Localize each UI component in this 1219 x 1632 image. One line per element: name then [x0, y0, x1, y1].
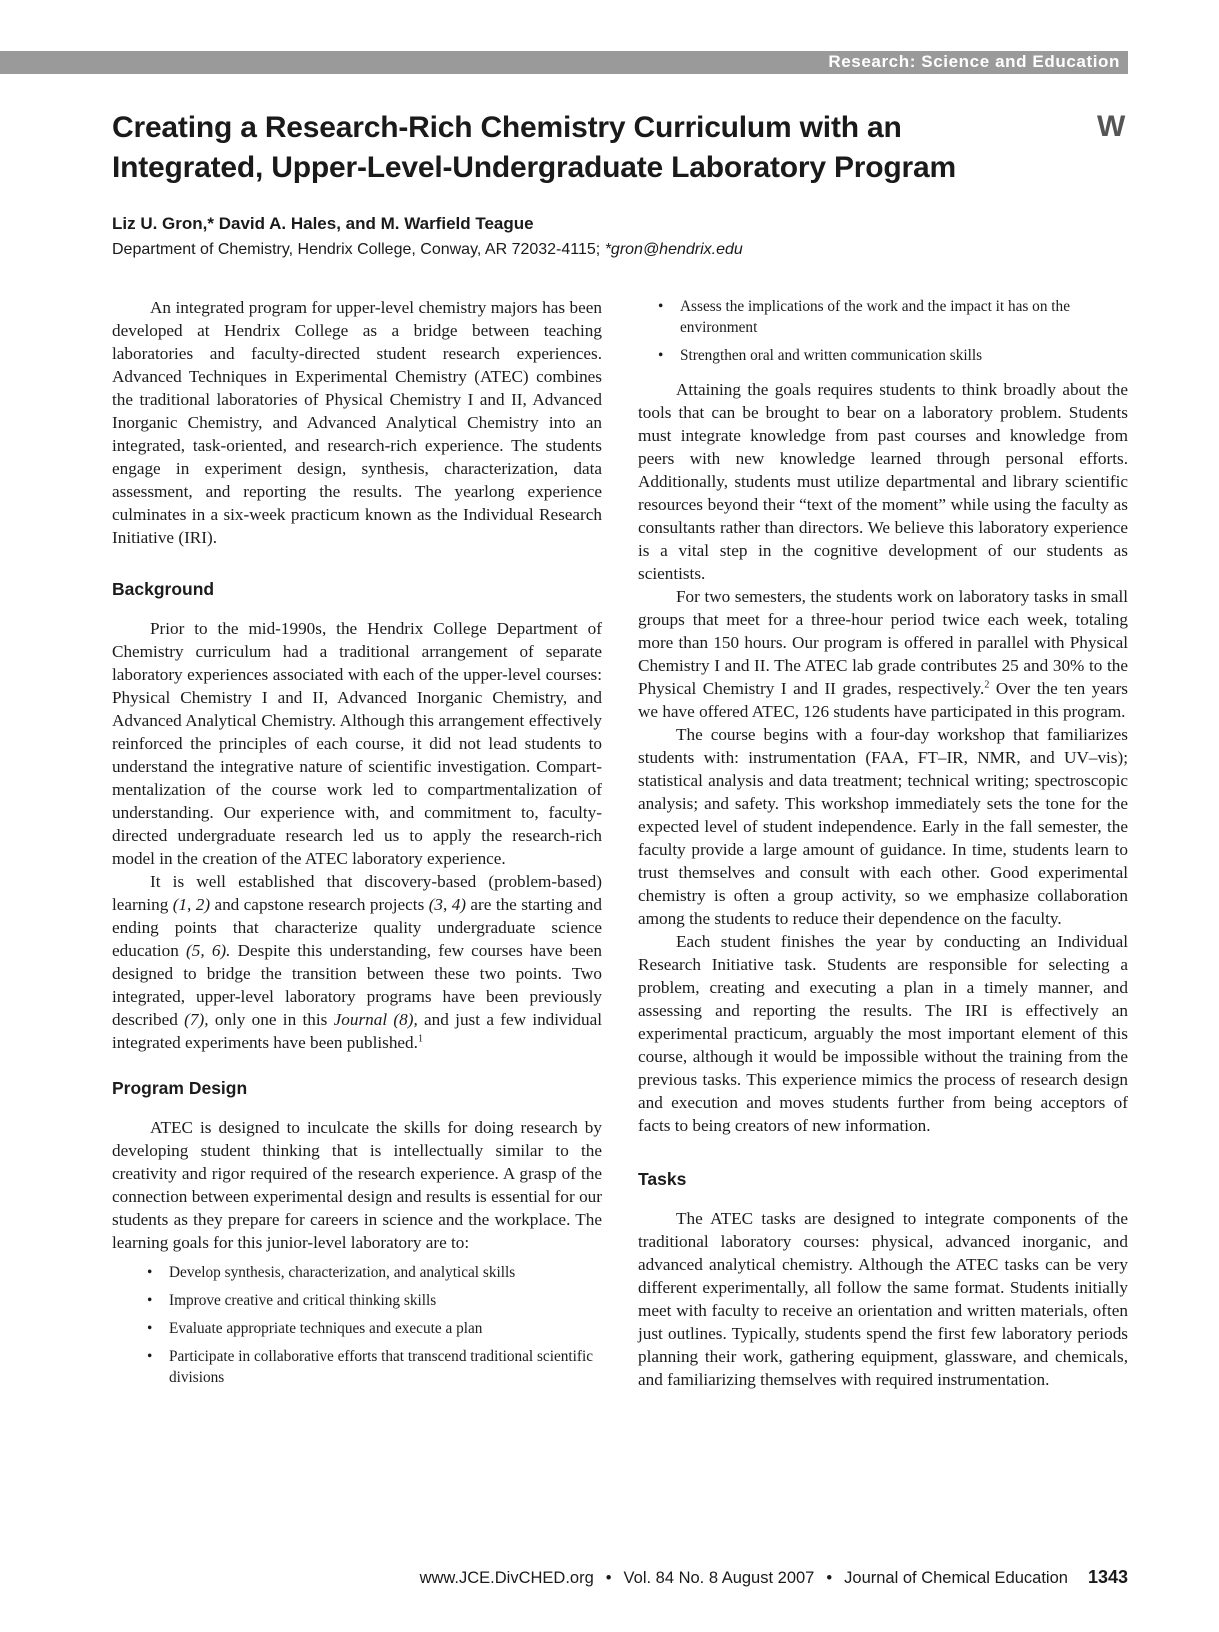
bullet-icon: •	[147, 1348, 153, 1365]
text-run: and capstone research projects	[210, 895, 429, 914]
text-run: Despite this understanding, few courses have been designed to bridge the transition between these two points. Two integrated, upper-level laboratory programs have been previously described	[112, 941, 602, 1029]
citation-link[interactable]: (5, 6).	[186, 941, 231, 960]
left-column	[112, 296, 602, 1395]
section-label: Research: Science and Education	[828, 52, 1120, 71]
web-enhanced-icon: W	[1097, 110, 1126, 143]
background-paragraph-1: Prior to the mid-1990s, the Hendrix College Department of Chemistry curriculum had a traditional arrangement of separate laboratory experiences associated with each of the upper-level courses: Physical Chemistry I and II, Advanced Inorganic Chemistry, and Advanced Analytical Chemistry. Although this arrangement effectively reinforced the principles of each course, it did not lead students to understand the integrative nature of scientific investigation. Compartmentalization of the course work led to compartmentalization of understanding. Our experience with, and commitment to, faculty-directed undergraduate research led us to apply the research-rich model in the creation of the ATEC laboratory experience.	[112, 619, 602, 868]
program-design-paragraph: ATEC is designed to inculcate the skills for doing research by developing student thinking that is intellectually similar to the creativity and rigor required of the research experience. A grasp of the connection between experimental design and results is essential for our students as they prepare for careers in science and the workplace. The learning goals for this junior-level laboratory are to:	[112, 1118, 602, 1252]
author-list: Liz U. Gron,* David A. Hales, and M. Warfield Teague	[112, 214, 534, 233]
learning-goals-list-continued	[638, 296, 1128, 366]
citation-link[interactable]: (1, 2)	[172, 895, 211, 914]
list-item	[658, 296, 1128, 338]
right-column	[638, 296, 1128, 1391]
list-item-text: Evaluate appropriate techniques and execute a plan	[169, 1320, 483, 1337]
text-run: For two semesters, the students work on laboratory tasks in small groups that meet for a three-hour period twice each week, totaling more than 150 hours. Our program is offered in parallel with Physical Chemistry I and II. The ATEC lab grade contributes 25 and 30% to the Physical Chemistry I and II grades, respectively.	[638, 587, 1128, 698]
bullet-icon: •	[658, 298, 664, 315]
list-item-text: Assess the implications of the work and the impact it has on the environment	[680, 298, 1070, 336]
list-item-text: Develop synthesis, characterization, and analytical skills	[169, 1264, 516, 1281]
text-run: are the starting and ending points that characterize quality undergraduate science education	[112, 895, 602, 960]
email-link[interactable]: *gron@hendrix.edu	[604, 241, 743, 258]
journal-name: Journal of Chemical Education	[844, 1569, 1068, 1587]
text-run: Over the ten years we have offered ATEC, 126 students have participated in this program.	[638, 679, 1128, 721]
list-item	[147, 1290, 602, 1311]
issue-info: Vol. 84 No. 8 August 2007	[623, 1569, 815, 1587]
footnote-marker[interactable]: 2	[984, 679, 990, 691]
heading-program-design: Program Design	[112, 1078, 248, 1098]
abstract-paragraph: An integrated program for upper-level chemistry majors has been developed at Hendrix College as a bridge between teaching laboratories and faculty-directed student research experiences. Advanced Techniques in Experimental Chemistry (ATEC) combines the traditional laboratories of Physical Chemistry I and II, Advanced Inorganic Chemistry, and Advanced Analytical Chemistry into an integrated, task-oriented, and research-rich experience. The students engage in experiment design, synthesis, characterization, data assessment, and reporting the results. The yearlong experience culminates in a six-week practicum known as the Individual Research Initiative (IRI).	[112, 298, 602, 547]
list-item	[147, 1318, 602, 1339]
semesters-paragraph	[638, 585, 1128, 723]
citation-link[interactable]: (3, 4)	[428, 895, 467, 914]
tasks-paragraph: The ATEC tasks are designed to integrate components of the traditional laboratory courses: physical, advanced inorganic, and advanced analytical chemistry. Although the ATEC tasks can be very different experimentally, all follow the same format. Students initially meet with faculty to receive an orientation and written materials, often just outlines. Typically, students spend the first few laboratory periods planning their work, gathering equipment, glassware, and chemicals, and familiarizing themselves with required instrumentation.	[638, 1209, 1128, 1389]
bullet-icon: •	[147, 1320, 153, 1337]
page-number: 1343	[1087, 1567, 1128, 1587]
heading-tasks: Tasks	[638, 1169, 687, 1189]
list-item-text: Participate in collaborative efforts that transcend traditional scientific divisions	[169, 1348, 594, 1386]
text-run: and just a few individual integrated experiments have been published.	[112, 1010, 603, 1052]
affiliation-text: Department of Chemistry, Hendrix College, Conway, AR 72032-4115;	[112, 241, 605, 258]
text-run: It is well established that discovery-based (problem-based) learning	[112, 872, 602, 914]
list-item-text: Strengthen oral and written communication skills	[680, 347, 983, 364]
list-item	[147, 1346, 602, 1388]
list-item	[658, 345, 1128, 366]
citation-link[interactable]: (7),	[184, 1010, 209, 1029]
footnote-marker[interactable]: 1	[417, 1033, 423, 1045]
section-header-bar	[0, 51, 1128, 74]
learning-goals-list	[112, 1262, 602, 1388]
affiliation	[112, 241, 743, 259]
article-title	[112, 108, 1112, 188]
title-line-2: Integrated, Upper-Level-Undergraduate Laboratory Program	[112, 151, 956, 184]
citation-link[interactable]: Journal (8),	[333, 1010, 418, 1029]
bullet-icon: •	[147, 1292, 153, 1309]
bullet-icon: •	[147, 1264, 153, 1281]
heading-background: Background	[112, 579, 215, 599]
bullet-icon: •	[658, 347, 664, 364]
goals-paragraph: Attaining the goals requires students to think broadly about the tools that can be brought to bear on a laboratory problem. Students must integrate knowledge from past courses and knowledge from peers with new knowledge learned through personal efforts. Additionally, students must utilize departmental and library scientific resources beyond their “text of the moment” while using the faculty as consultants rather than directors. We believe this laboratory experience is a vital step in the cognitive development of our students as scientists.	[638, 380, 1128, 583]
list-item-text: Improve creative and critical thinking skills	[169, 1292, 437, 1309]
separator-dot: •	[605, 1569, 612, 1587]
separator-dot: •	[826, 1569, 833, 1587]
iri-paragraph: Each student finishes the year by conducting an Individual Research Initiative task. Students are responsible for selecting a problem, creating and executing a plan in a timely manner, and assessing and reporting the results. The IRI is effectively an experimental practicum, arguably the most important element of this course, although it would be impossible without the training from the previous tasks. This experience mimics the process of research design and execution and moves students further from being acceptors of facts to being creators of new information.	[638, 932, 1128, 1135]
background-paragraph-2	[112, 870, 602, 1054]
text-run: only one in this	[208, 1010, 334, 1029]
list-item	[147, 1262, 602, 1283]
journal-website-link[interactable]: www.JCE.DivCHED.org	[419, 1569, 594, 1587]
workshop-paragraph: The course begins with a four-day workshop that familiarizes students with: instrumentation (FAA, FT–IR, NMR, and UV–vis); statistical analysis and data treatment; technical writing; spectroscopic analysis; and safety. This workshop immediately sets the tone for the expected level of student independence. Early in the fall semester, the faculty provide a large amount of guidance. In time, students learn to trust themselves and consult with each other. Good experimental chemistry is often a group activity, so we emphasize collaboration among the students to reduce their dependence on the faculty.	[638, 725, 1128, 928]
title-line-1: Creating a Research-Rich Chemistry Curriculum with an	[112, 111, 902, 144]
page-footer	[0, 1567, 1128, 1588]
